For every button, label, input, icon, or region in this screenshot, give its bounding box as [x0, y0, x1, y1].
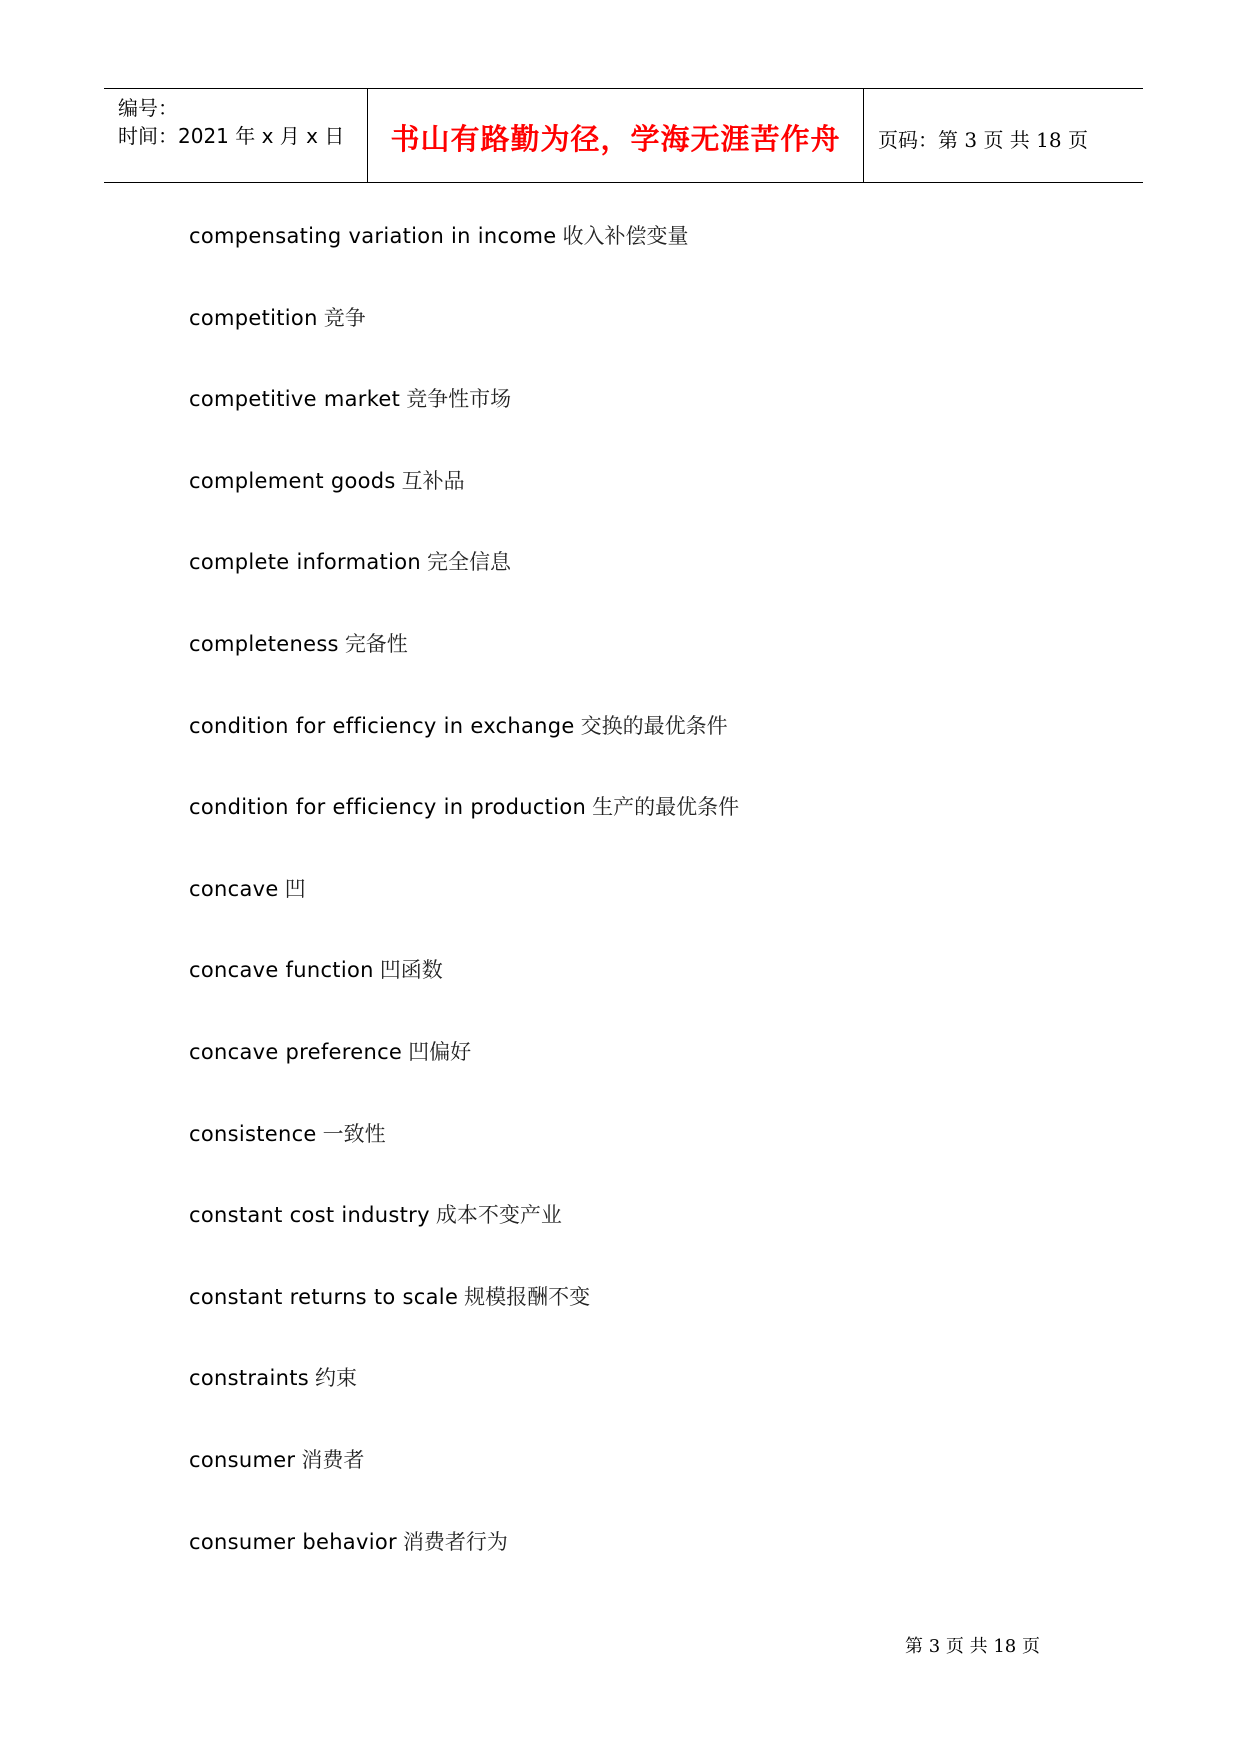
document-number-label: 编号：: [118, 96, 178, 120]
entry-term: concave function: [189, 958, 374, 983]
entry-term: constant returns to scale: [189, 1284, 459, 1309]
header-motto-cell: [368, 89, 864, 182]
entry-translation: 凹偏好: [408, 1039, 472, 1064]
glossary-entry: [189, 1118, 1089, 1200]
glossary-entry: [189, 1444, 1089, 1526]
entry-translation: 交换的最优条件: [580, 713, 728, 738]
entry-term: consumer behavior: [189, 1529, 397, 1554]
entry-term: consistence: [189, 1121, 317, 1146]
entry-translation: 成本不变产业: [435, 1203, 562, 1228]
entry-term: competition: [189, 305, 318, 330]
entry-translation: 互补品: [401, 468, 465, 493]
glossary-entry: [189, 546, 1089, 628]
entry-translation: 竞争性市场: [406, 387, 512, 412]
header-page-cell: [864, 89, 1143, 182]
entry-translation: 一致性: [322, 1121, 386, 1146]
glossary-entry: [189, 1281, 1089, 1363]
glossary-entry: [189, 1036, 1089, 1118]
header-info-cell: [104, 89, 368, 182]
glossary-entry: [189, 1199, 1089, 1281]
entry-translation: 完备性: [344, 631, 408, 656]
document-time-label: 时间：2021 年 x 月 x 日: [118, 124, 345, 148]
entry-translation: 完全信息: [426, 550, 511, 575]
glossary-entry: [189, 383, 1089, 465]
entry-term: condition for efficiency in production: [189, 795, 587, 820]
entry-term: constraints: [189, 1366, 309, 1391]
entry-translation: 凹函数: [379, 958, 443, 983]
entry-term: consumer: [189, 1447, 296, 1472]
glossary-entry: [189, 1362, 1089, 1444]
glossary-entry: [189, 302, 1089, 384]
entry-translation: 规模报酬不变: [464, 1284, 591, 1309]
entry-translation: 消费者行为: [402, 1529, 508, 1554]
entry-translation: 约束: [315, 1366, 357, 1391]
glossary-entry: [189, 791, 1089, 873]
entry-term: competitive market: [189, 387, 401, 412]
entry-term: complement goods: [189, 468, 396, 493]
glossary-entry: [189, 1526, 1089, 1608]
entry-term: compensating variation in income: [189, 224, 557, 248]
entry-term: condition for efficiency in exchange: [189, 713, 575, 738]
header-page-number: 页码：第 3 页 共 18 页: [878, 128, 1088, 152]
entry-translation: 消费者: [301, 1447, 365, 1472]
entry-term: constant cost industry: [189, 1203, 430, 1228]
page-header: [104, 88, 1143, 183]
entry-translation: 凹: [284, 876, 306, 901]
glossary-list: [189, 220, 1089, 1607]
entry-translation: 生产的最优条件: [592, 795, 740, 820]
page-footer-number: 第 3 页 共 18 页: [905, 1636, 1040, 1657]
header-motto: 书山有路勤为径，学海无涯苦作舟: [390, 122, 841, 156]
glossary-entry: [189, 465, 1089, 547]
entry-term: complete information: [189, 550, 421, 575]
glossary-entry: [189, 220, 1089, 302]
glossary-entry: [189, 873, 1089, 955]
glossary-entry: [189, 628, 1089, 710]
entry-translation: 收入补偿变量: [562, 224, 689, 248]
glossary-entry: [189, 710, 1089, 792]
glossary-entry: [189, 954, 1089, 1036]
entry-term: concave preference: [189, 1039, 403, 1064]
entry-translation: 竞争: [323, 305, 366, 330]
entry-term: concave: [189, 876, 279, 901]
entry-term: completeness: [189, 631, 339, 656]
